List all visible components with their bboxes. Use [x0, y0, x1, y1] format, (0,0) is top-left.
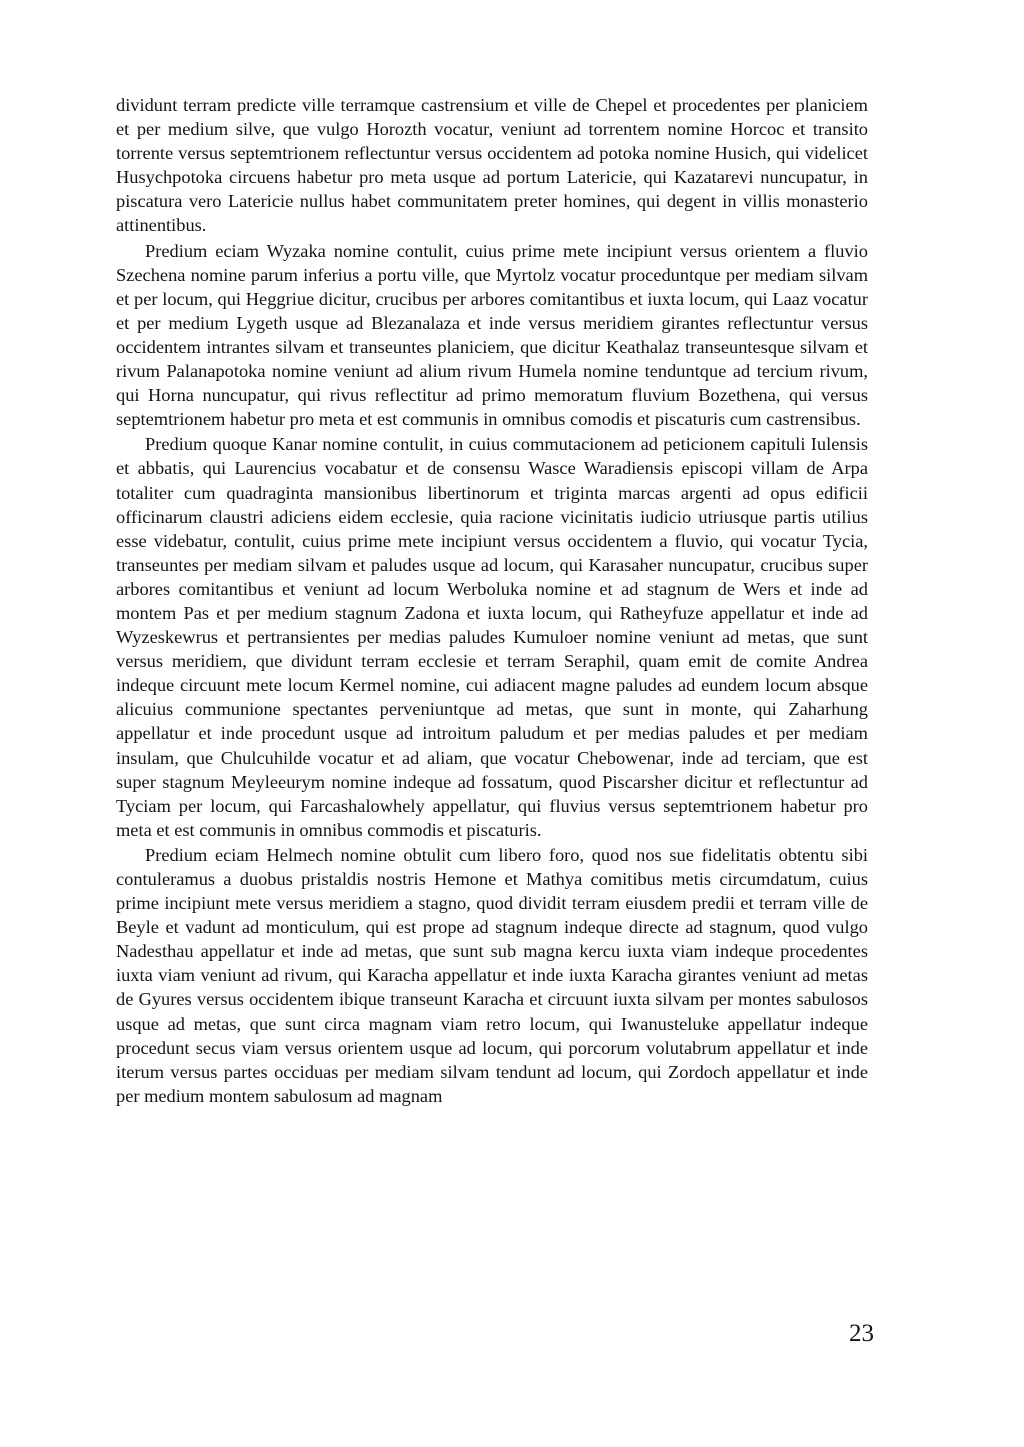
paragraph-3: Predium quoque Kanar nomine contulit, in cuius commutacionem ad peticionem capituli Iulensis et abbatis, qui Laurencius vocabatur et de consensu Wasce Waradiensis episcopi villam de Arpa totaliter cum quadraginta mansionibus libertinorum et triginta marcas argenti ad opus edificii officinarum claustri adiciens eidem ecclesie, quia racione vicinitatis iudicio utriusque partis utilius esse videbatur, contulit, cuius prime mete incipiunt versus occidentem a fluvio, qui vocatur Tycia, transeuntes per mediam silvam et paludes usque ad locum, qui Karasaher nuncupatur, crucibus super arbores comitantibus et veniunt ad locum Werboluka nomine et ad stagnum de Wers et inde ad montem Pas et per medium stagnum Zadona et iuxta locum, qui Ratheyfuze appellatur et inde ad Wyzeskewrus et pertransientes per medias paludes Kumuloer nomine veniunt ad metas, que sunt versus meridiem, que dividunt terram ecclesie et terram Seraphil, quam emit de comite Andrea indeque circuunt mete locum Kermel nomine, cui adiacent magne paludes ad eundem locum absque alicuius communione spectantes perveniuntque ad metas, que sunt in monte, qui Zaharhung appellatur et inde procedunt usque ad introitum paludum et per medias paludes et per mediam insulam, que Chulcuhilde vocatur et ad aliam, que vocatur Chebowenar, inde ad terciam, que est super stagnum Meyleeurym nomine indeque ad fossatum, quod Piscarsher dicitur et reflectuntur ad Tyciam per locum, qui Farcashalowhely appellatur, qui fluvius versus septemtrionem habetur pro meta et est communis in omnibus commodis et piscaturis.	[116, 434, 868, 840]
document-page	[116, 93, 868, 1108]
paragraph-4: Predium eciam Helmech nomine obtulit cum libero foro, quod nos sue fidelitatis obtentu sibi contuleramus a duobus pristaldis nostris Hemone et Mathya comitibus metis circumdatum, cuius prime incipiunt mete versus meridiem a stagno, quod dividit terram eiusdem predii et terram ville de Beyle et vadunt ad monticulum, qui est prope ad stagnum indeque directe ad stagnum, quod vulgo Nadesthau appellatur et inde ad metas, que sunt sub magna kercu iuxta viam indeque procedentes iuxta viam veniunt ad rivum, qui Karacha appellatur et inde iuxta Karacha girantes veniunt ad metas de Gyures versus occidentem ibique transeunt Karacha et circuunt iuxta silvam per montes sabulosos usque ad metas, que sunt circa magnam viam retro locum, qui Iwanusteluke appellatur indeque procedunt secus viam versus orientem usque ad locum, qui porcorum volutabrum appellatur et inde iterum versus partes occiduas per mediam silvam tendunt ad locum, qui Zordoch appellatur et inde per medium montem sabulosum ad magnam	[116, 844, 868, 1106]
paragraph-2: Predium eciam Wyzaka nomine contulit, cuius prime mete incipiunt versus orientem a fluvio Szechena nomine parum inferius a portu ville, que Myrtolz vocatur proceduntque per mediam silvam et per locum, qui Heggriue dicitur, crucibus per arbores comitantibus et iuxta locum, qui Laaz vocatur et per medium Lygeth usque ad Blezanalaza et inde versus meridiem girantes reflectuntur versus occidentem intrantes silvam et transeuntes planiciem, que dicitur Keathalaz transeuntesque silvam et rivum Palanapotoka nomine veniunt ad alium rivum Humela nomine tenduntque ad tercium rivum, qui Horna nuncupatur, qui rivus reflectitur ad primo memoratum fluvium Bozethena, qui versus septemtrionem habetur pro meta et est communis in omnibus comodis et piscaturis cum castrensibus.	[116, 240, 868, 430]
paragraph-1: dividunt terram predicte ville terramque castrensium et ville de Chepel et procedentes per planiciem et per medium silve, que vulgo Horozth vocatur, veniunt ad torrentem nomine Horcoc et transito torrente versus septemtrionem reflectuntur versus occidentem ad potoka nomine Husich, qui videlicet Husychpotoka circuens habetur pro meta usque ad portum Latericie, qui Kazatarevi nuncupatur, in piscatura vero Latericie nullus habet communitatem preter homines, qui degent in villis monasterio attinentibus.	[116, 95, 868, 236]
page-number: 23	[849, 1320, 874, 1347]
